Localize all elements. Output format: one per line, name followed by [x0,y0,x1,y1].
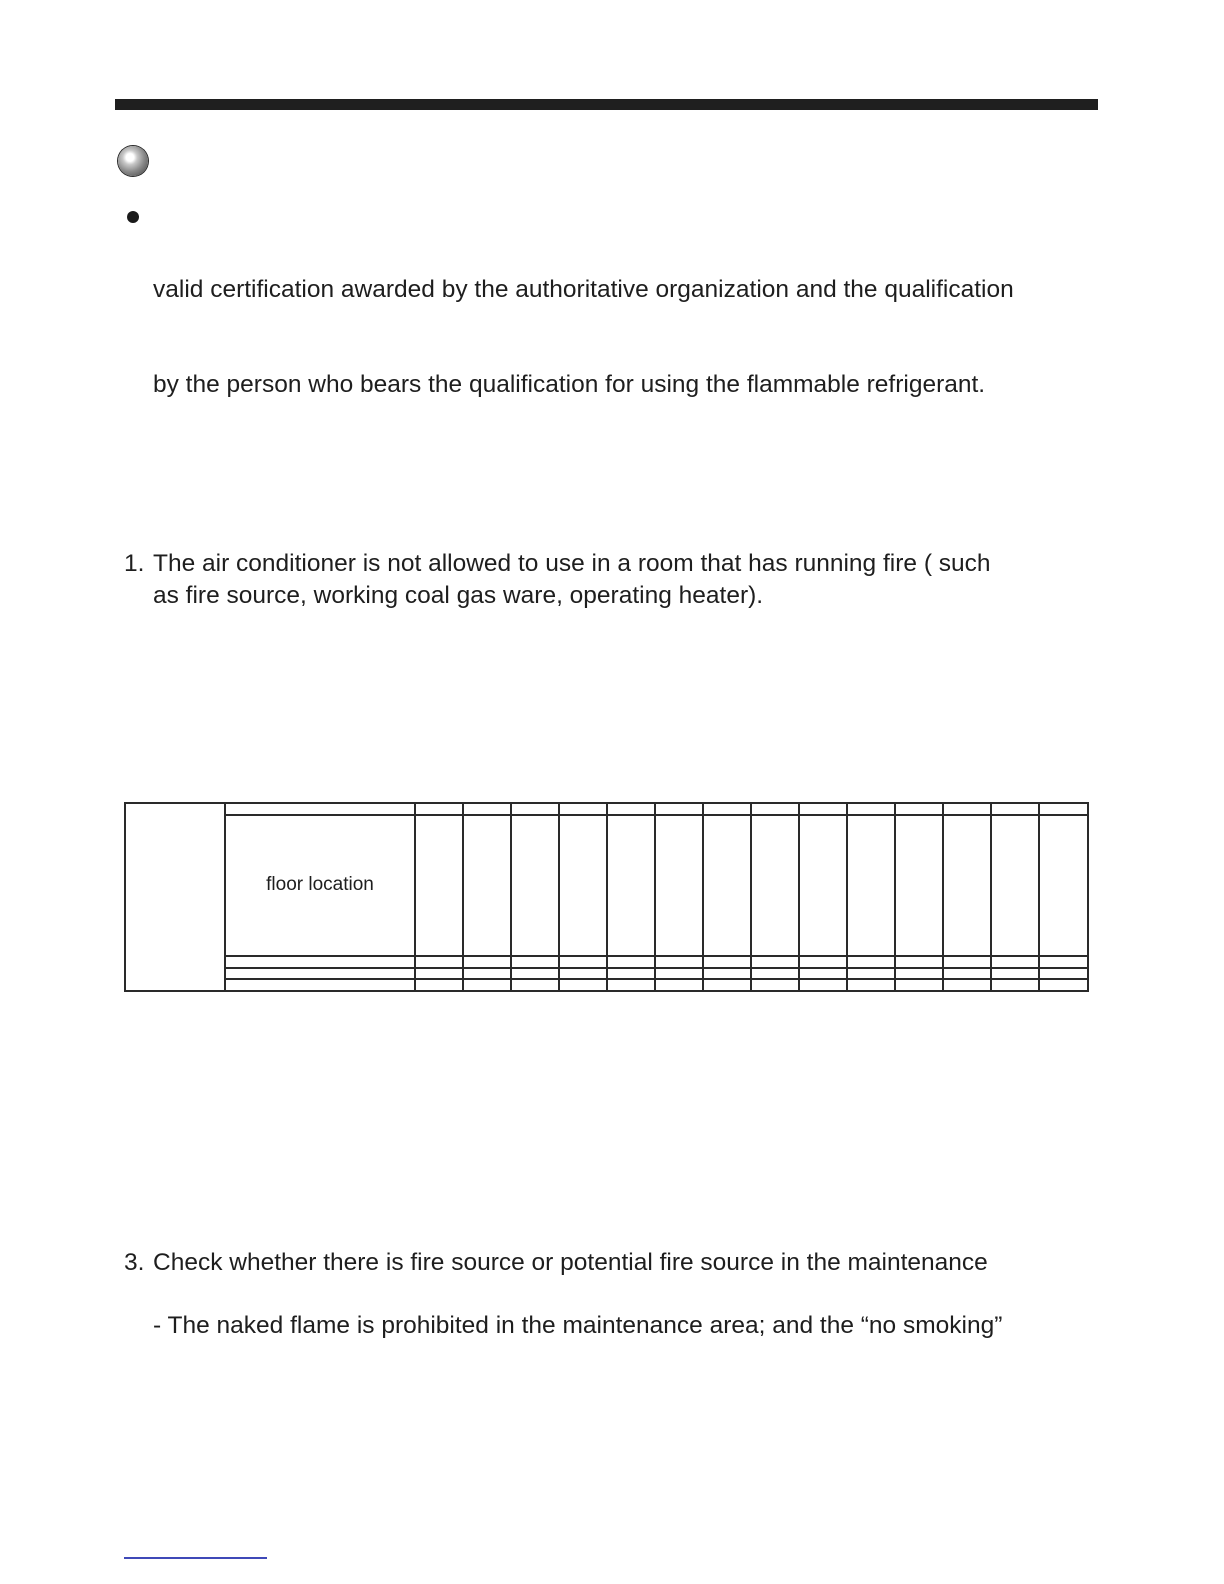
table-cell [991,956,1039,968]
table-cell [463,815,511,956]
table-cell [559,815,607,956]
table-cell [799,803,847,815]
qualification-line: by the person who bears the qualification for using the flammable refrigerant. [153,371,986,398]
table-cell [559,968,607,980]
table-cell [847,968,895,980]
table-cell [895,956,943,968]
table-cell [895,979,943,991]
table-cell [751,968,799,980]
table-cell [559,956,607,968]
table-cell [799,815,847,956]
bullet-icon [127,211,139,223]
item-1-line-1: The air conditioner is not allowed to use in a room that has running fire ( such [153,550,991,577]
table-label-cell [225,803,415,815]
item-3-line-2: - The naked flame is prohibited in the maintenance area; and the “no smoking” [153,1312,1003,1339]
table-cell [415,979,463,991]
table-cell [943,803,991,815]
table-cell [847,979,895,991]
table-cell [943,979,991,991]
table-row [125,956,1088,968]
table-cell [1039,968,1088,980]
table-cell [463,979,511,991]
table-cell [943,968,991,980]
table-cell [511,803,559,815]
table-cell [607,979,655,991]
table-cell [1039,803,1088,815]
table-cell [1039,979,1088,991]
table-cell [847,803,895,815]
table-cell [895,968,943,980]
table-cell [511,968,559,980]
table-cell [751,815,799,956]
table-cell [415,815,463,956]
section-marker-icon [118,146,148,176]
item-1-number: 1. [124,550,145,577]
floor-location-cell: floor location [225,815,415,956]
table-cell [463,803,511,815]
table-cell [511,815,559,956]
table-cell [607,956,655,968]
table-cell [607,815,655,956]
table-cell [847,815,895,956]
table-cell [415,956,463,968]
item-3-line-1: Check whether there is fire source or potential fire source in the maintenance [153,1249,988,1276]
table-cell [511,979,559,991]
table-row [125,979,1088,991]
table-cell [655,803,703,815]
table-cell [799,979,847,991]
table-cell [895,803,943,815]
table-cell [799,956,847,968]
table-cell [751,803,799,815]
table-cell [415,803,463,815]
table-cell [559,803,607,815]
header-rule [115,99,1098,110]
table-cell [991,803,1039,815]
table-cell [991,979,1039,991]
table-cell [943,956,991,968]
table-cell [703,979,751,991]
table-cell [751,956,799,968]
table-cell [847,956,895,968]
footer-link-underline [124,1557,267,1559]
table-label-cell [225,956,415,968]
table-cell [991,968,1039,980]
table-cell [943,815,991,956]
table-cell [655,968,703,980]
item-1-line-2: as fire source, working coal gas ware, operating heater). [153,582,764,609]
item-3-number: 3. [124,1249,145,1276]
table-cell [607,968,655,980]
table-row [125,803,1088,815]
table-cell [703,803,751,815]
table-cell [511,956,559,968]
table-cell [703,956,751,968]
table-cell [895,815,943,956]
area-table [124,802,1089,992]
table-cell [415,968,463,980]
table-cell [703,968,751,980]
table-label-cell [225,979,415,991]
table-cell [655,815,703,956]
table-cell [463,968,511,980]
table-cell [703,815,751,956]
table-row [125,815,1088,956]
table-cell [751,979,799,991]
certification-line: valid certification awarded by the authoritative organization and the qualification [153,276,1014,303]
table-cell [1039,815,1088,956]
table-cell [991,815,1039,956]
table-cell [607,803,655,815]
table-label-cell [225,968,415,980]
table-cell [559,979,607,991]
table-cell [655,979,703,991]
table-cell [655,956,703,968]
table-cell [799,968,847,980]
table-side-header-cell [125,803,225,991]
table-cell [463,956,511,968]
table-cell [1039,956,1088,968]
table-row [125,968,1088,980]
